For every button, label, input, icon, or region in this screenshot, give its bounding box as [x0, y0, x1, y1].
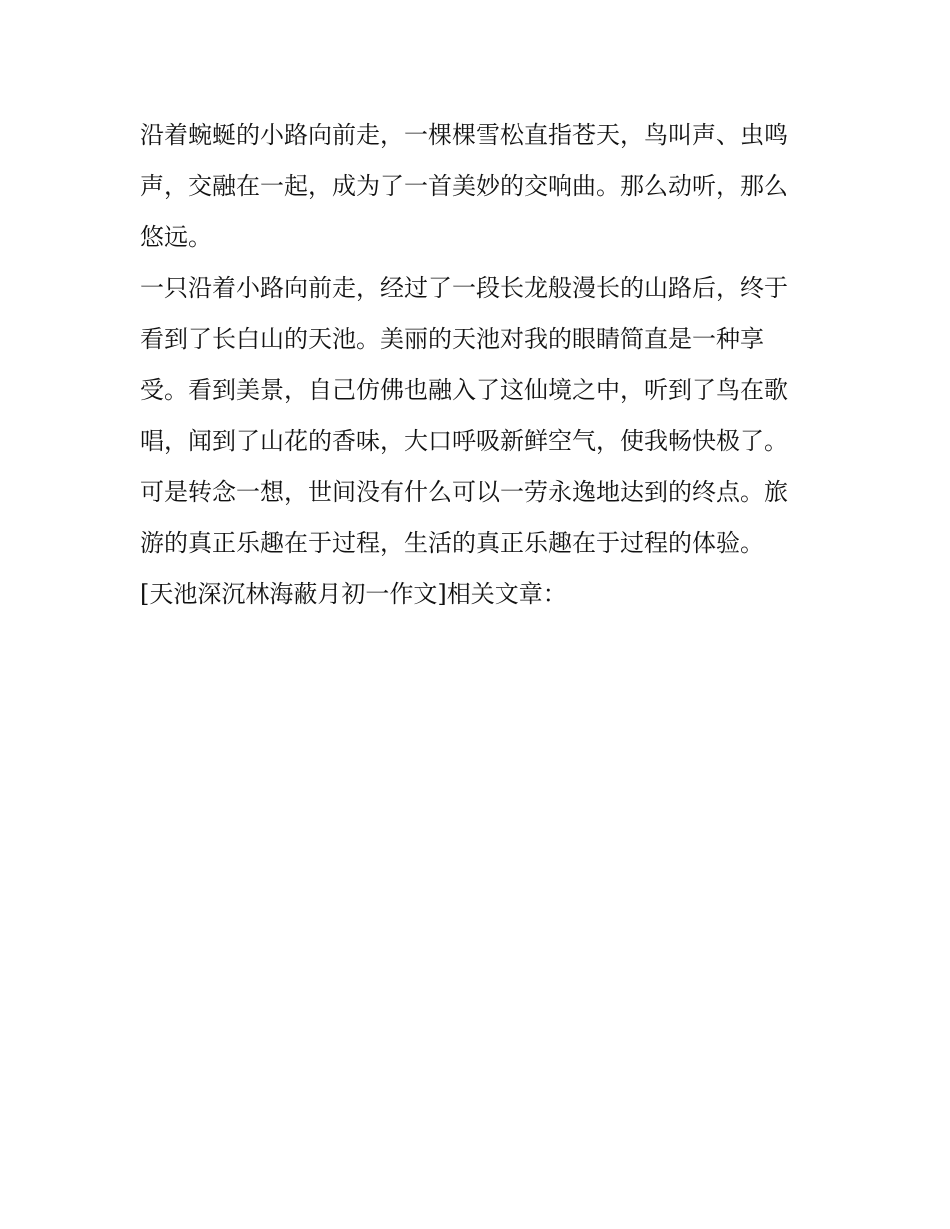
text-line: 沿着蜿蜒的小路向前走，一棵棵雪松直指苍天，鸟叫声、虫鸣 [140, 121, 788, 149]
text-line: 看到了长白山的天池。美丽的天池对我的眼睛简直是一种享 [140, 325, 764, 353]
text-line: 唱，闻到了山花的香味，大口呼吸新鲜空气，使我畅快极了。 [140, 427, 788, 455]
text-line: 受。看到美景，自己仿佛也融入了这仙境之中，听到了鸟在歌 [140, 376, 788, 404]
text-line: 一只沿着小路向前走，经过了一段长龙般漫长的山路后，终于 [140, 274, 788, 302]
text-line: 声，交融在一起，成为了一首美妙的交响曲。那么动听，那么 [140, 172, 788, 200]
text-line: 游的真正乐趣在于过程，生活的真正乐趣在于过程的体验。 [140, 529, 764, 557]
text-line: 悠远。 [140, 223, 212, 251]
document-body [140, 110, 812, 620]
related-articles-heading: [天池深沉林海蔽月初一作文]相关文章： [140, 580, 567, 608]
text-line: 可是转念一想，世间没有什么可以一劳永逸地达到的终点。旅 [140, 478, 788, 506]
